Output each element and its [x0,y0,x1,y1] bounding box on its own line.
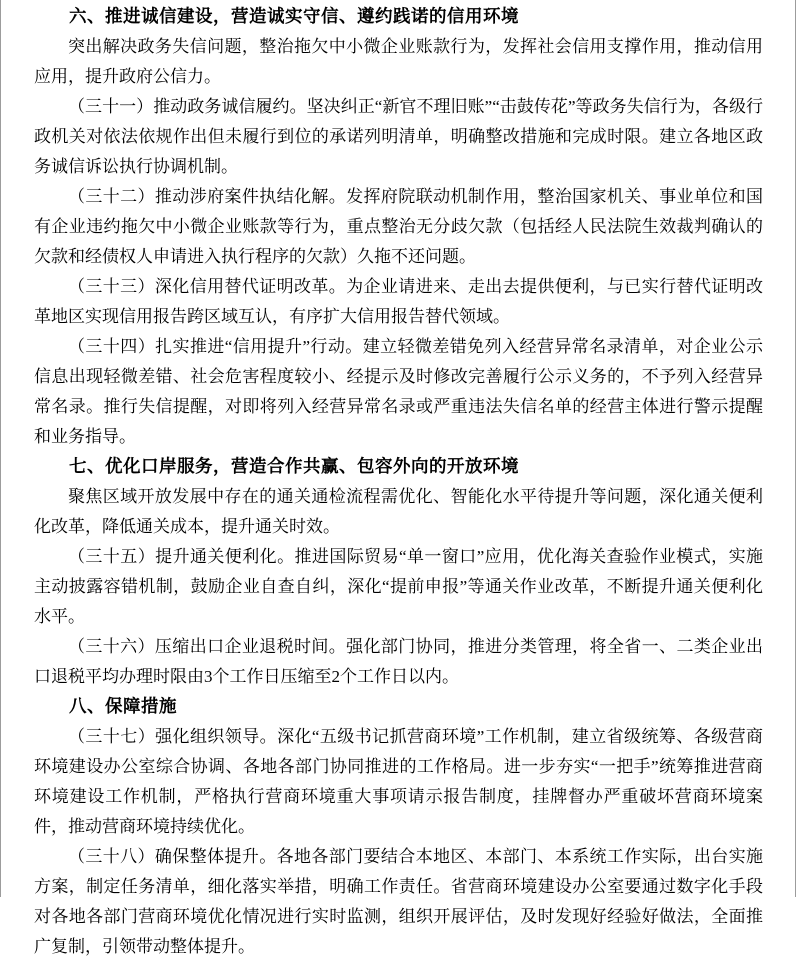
section-heading-6: 六、推进诚信建设，营造诚实守信、遵约践诺的信用环境 [69,7,519,27]
paragraph: （三十七）强化组织领导。深化“五级书记抓营商环境”工作机制，建立省级统筹、各级营商环境建设办公室综合协调、各地各部门协同推进的工作格局。进一步夯实“一把手”统筹推进营商环境建设工作机制，严格执行营商环境重大事项请示报告制度，挂牌督办严重破坏营商环境案件，推动营商环境持续优化。 [34,727,763,836]
paragraph: （三十四）扎实推进“信用提升”行动。建立轻微差错免列入经营异常名录清单，对企业公示信息出现轻微差错、社会危害程度较小、经提示及时修改完善履行公示义务的，不予列入经营异常名录。推行失信提醒，对即将列入经营异常名录或严重违法失信名单的经营主体进行警示提醒和业务指导。 [34,337,763,446]
section-heading-8: 八、保障措施 [69,697,177,717]
paragraph: （三十一）推动政务诚信履约。坚决纠正“新官不理旧账”“击鼓传花”等政务失信行为，各级行政机关对依法依规作出但未履行到位的承诺列明清单，明确整改措施和完成时限。建立各地区政务诚信诉讼执行协调机制。 [34,97,763,176]
paragraph: 聚焦区域开放发展中存在的通关通检流程需优化、智能化水平待提升等问题，深化通关便利化改革，降低通关成本，提升通关时效。 [34,487,763,536]
paragraph: 突出解决政务失信问题，整治拖欠中小微企业账款行为，发挥社会信用支撑作用，推动信用应用，提升政府公信力。 [34,37,763,86]
section-heading-7: 七、优化口岸服务，营造合作共赢、包容外向的开放环境 [69,457,519,477]
paragraph: （三十六）压缩出口企业退税时间。强化部门协同，推进分类管理，将全省一、二类企业出口退税平均办理时限由3个工作日压缩至2个工作日以内。 [34,637,763,686]
document-body [34,2,763,962]
paragraph: （三十三）深化信用替代证明改革。为企业请进来、走出去提供便利，与已实行替代证明改革地区实现信用报告跨区域互认，有序扩大信用报告替代领域。 [34,277,763,326]
paragraph: （三十八）确保整体提升。各地各部门要结合本地区、本部门、本系统工作实际，出台实施方案，制定任务清单，细化落实举措，明确工作责任。省营商环境建设办公室要通过数字化手段对各地各部门营商环境优化情况进行实时监测，组织开展评估，及时发现好经验好做法，全面推广复制，引领带动整体提升。 [34,847,763,956]
paragraph: （三十二）推动涉府案件执结化解。发挥府院联动机制作用，整治国家机关、事业单位和国有企业违约拖欠中小微企业账款等行为，重点整治无分歧欠款（包括经人民法院生效裁判确认的欠款和经债权人申请进入执行程序的欠款）久拖不还问题。 [34,187,763,266]
paragraph: （三十五）提升通关便利化。推进国际贸易“单一窗口”应用，优化海关查验作业模式，实施主动披露容错机制，鼓励企业自查自纠，深化“提前申报”等通关作业改革，不断提升通关便利化水平。 [34,547,763,626]
